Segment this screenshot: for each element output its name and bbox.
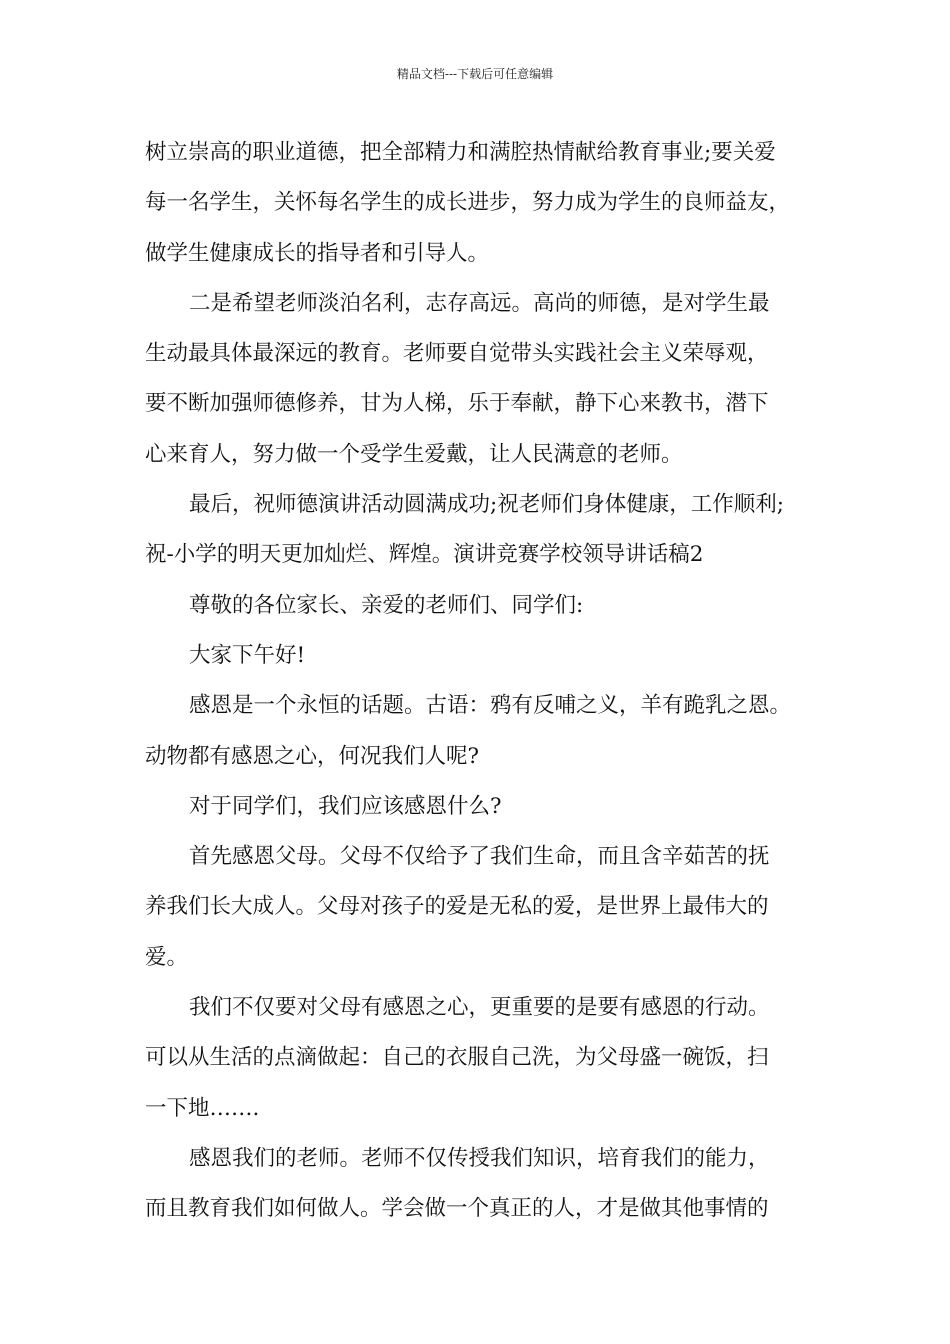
paragraph-start-line: 最后，祝师德演讲活动圆满成功;祝老师们身体健康，工作顺利; [189, 492, 784, 518]
text-line: 可以从生活的点滴做起：自己的衣服自己洗，为父母盛一碗饭，扫 [145, 1045, 769, 1071]
text-line: 爱。 [145, 944, 189, 970]
text-line: 而且教育我们如何做人。学会做一个真正的人，才是做其他事情的 [145, 1196, 769, 1222]
paragraph-start-line: 我们不仅要对父母有感恩之心，更重要的是要有感恩的行动。 [189, 995, 770, 1021]
text-line: 做学生健康成长的指导者和引导人。 [145, 240, 490, 266]
text-line: 每一名学生，关怀每名学生的成长进步，努力成为学生的良师益友， [145, 190, 791, 216]
text-line: 心来育人，努力做一个受学生爱戴，让人民满意的老师。 [145, 441, 683, 467]
text-line: 养我们长大成人。父母对孩子的爱是无私的爱，是世界上最伟大的 [145, 894, 769, 920]
paragraph-start-line: 首先感恩父母。父母不仅给予了我们生命，而且含辛茹苦的抚 [189, 844, 770, 870]
paragraph-start-line: 二是希望老师淡泊名利，志存高远。高尚的师德，是对学生最 [189, 290, 770, 316]
page-header: 精品文档---下载后可任意编辑 [396, 67, 554, 81]
text-line: 动物都有感恩之心，何况我们人呢? [145, 743, 480, 769]
paragraph-start-line: 对于同学们，我们应该感恩什么? [189, 793, 502, 819]
text-line: 祝-小学的明天更加灿烂、辉煌。演讲竞赛学校领导讲话稿2 [145, 542, 704, 568]
document-body [145, 128, 835, 1235]
text-line: 要不断加强师德修养，甘为人梯，乐于奉献，静下心来教书，潜下 [145, 391, 769, 417]
text-line: 生动最具体最深远的教育。老师要自觉带头实践社会主义荣辱观， [145, 341, 769, 367]
paragraph-start-line: 感恩我们的老师。老师不仅传授我们知识，培育我们的能力， [189, 1145, 770, 1171]
text-line: 一下地……. [145, 1095, 260, 1121]
paragraph-start-line: 感恩是一个永恒的话题。古语：鸦有反哺之义，羊有跪乳之恩。 [189, 693, 792, 719]
salutation-line: 尊敬的各位家长、亲爱的老师们、同学们: [189, 592, 584, 618]
text-line: 树立崇高的职业道德，把全部精力和满腔热情献给教育事业;要关爱 [145, 140, 776, 165]
greeting-line: 大家下午好! [189, 642, 306, 668]
